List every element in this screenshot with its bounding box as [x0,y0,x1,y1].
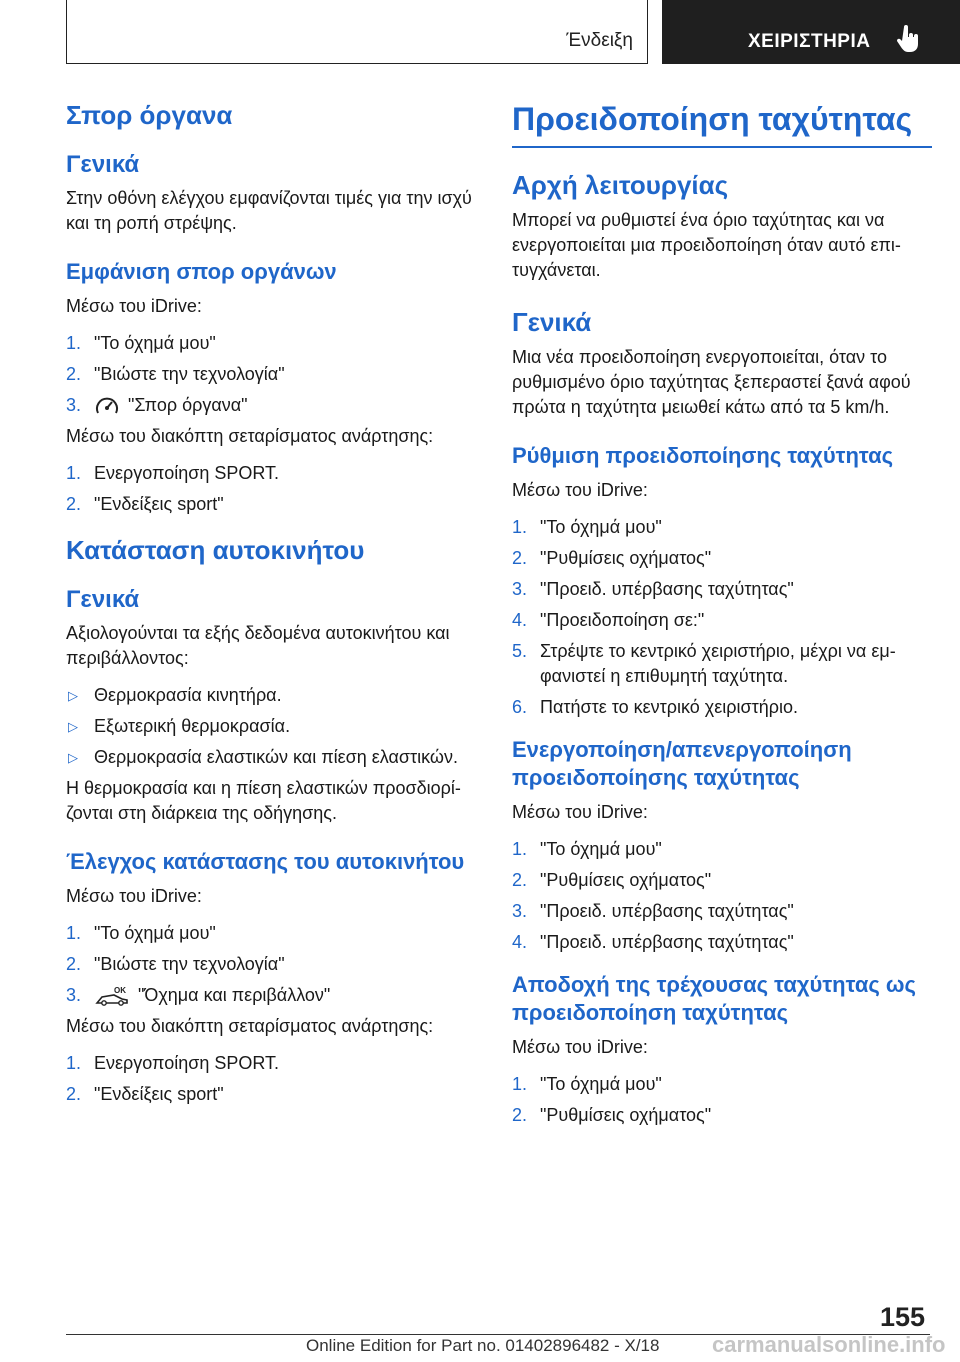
accept-steps-list [512,1072,932,1128]
check-status-heading: Έλεγχος κατάστασης του αυτοκινήτου [66,849,465,874]
status-general-heading: Γενικά [66,586,140,613]
status-bullets-list [66,683,478,770]
list-item: 2. "Ρυθμίσεις οχήματος" [512,1105,712,1125]
list-item: 6. Πατήστε το κεντρικό χειριστήριο. [512,697,798,717]
list-item: ▷ Θερμοκρασία κινητήρα. [66,683,478,708]
list-item: 3. "Προειδ. υπέρβασης ταχύτητας" [512,579,794,599]
setting-via-text: Μέσω του iDrive: [512,480,648,500]
list-item: 1. "Το όχημά μου" [512,1074,662,1094]
header-chapter-label: ΧΕΙΡΙΣΤΗΡΙΑ [748,31,871,52]
accept-via-text: Μέσω του iDrive: [512,1037,648,1057]
status-general-text: Αξιολογούνται τα εξής δεδομένα αυτοκινήτου και περιβάλλοντος: [66,623,450,668]
list-item: 1. "Το όχημά μου" [66,333,216,353]
header-section-box [66,0,648,64]
triangle-bullet-icon: ▷ [68,688,78,703]
triangle-bullet-icon: ▷ [68,750,78,765]
general-heading: Γενικά [66,151,140,178]
svg-text:OK: OK [114,986,126,996]
via-switch-text: Μέσω του διακόπτη σεταρίσματος ανάρτησης: [66,426,434,446]
idrive-steps-list [66,331,478,418]
accept-heading: Αποδοχή της τρέχουσας ταχύτητας ως προειδοποίηση ταχύτητας [512,972,916,1025]
list-item: 2. "Βιώστε την τεχνολογία" [66,364,285,384]
status-note: Η θερμοκρασία και η πίεση ελαστικών προσδιορίζονται στη διάρκεια της οδήγησης. [66,778,461,823]
toggle-steps-list [512,837,932,955]
hand-pointer-icon [896,24,922,54]
check-switch-steps-list [66,1051,478,1107]
list-item: 2. "Ρυθμίσεις οχήματος" [512,548,712,568]
check-via-idrive-text: Μέσω του iDrive: [66,886,202,906]
car-ok-icon [94,985,130,1007]
list-item: 2. "Ενδείξεις sport" [66,1084,224,1104]
general-text: Στην οθόνη ελέγχου εμφανίζονται τιμές για την ισχύ και τη ροπή στρέψης. [66,188,472,233]
list-item: 2. "Ρυθμίσεις οχήματος" [512,870,712,890]
via-idrive-text: Μέσω του iDrive: [66,296,202,316]
setting-heading: Ρύθμιση προειδοποίησης ταχύτητας [512,443,894,468]
list-item: 3. OK "Όχημα και περιβάλλον" [66,983,478,1008]
list-item: 1. Ενεργοποίηση SPORT. [66,463,280,483]
switch-steps-list [66,461,478,517]
header-chapter-tab [662,0,960,64]
check-idrive-steps-list [66,921,478,1008]
toggle-heading: Ενεργοποίηση/απενεργοποίηση προειδοποίησης ταχύτητας [512,737,852,790]
principle-heading: Αρχή λειτουργίας [512,170,729,200]
vehicle-status-title: Κατάσταση αυτοκινήτου [66,535,365,565]
list-item: 3. "Προειδ. υπέρβασης ταχύτητας" [512,901,794,921]
watermark: carmanualsonline.info [712,1332,946,1357]
list-item: 2. "Ενδείξεις sport" [66,494,224,514]
display-heading: Εμφάνιση σπορ οργάνων [66,259,337,284]
list-item: 5. Στρέψτε το κεντρικό χειριστήριο, μέχρι να εμφανιστεί η επιθυμητή ταχύτητα. [512,641,896,686]
list-item: 4. "Προειδοποίηση σε:" [512,610,705,630]
principle-text: Μπορεί να ρυθμιστεί ένα όριο ταχύτητας και να ενεργοποιείται μια προειδοποίηση όταν αυτό επιτυγχάνεται. [512,210,901,280]
triangle-bullet-icon: ▷ [68,719,78,734]
list-item: 1. "Το όχημά μου" [512,517,662,537]
setting-steps-list [512,515,932,720]
list-item: ▷ Εξωτερική θερμοκρασία. [66,714,478,739]
list-item: 1. "Το όχημά μου" [66,923,216,943]
speed-warning-title: Προειδοποίηση ταχύτητας [512,98,932,148]
list-item: 3. "Σπορ όργανα" [66,395,248,415]
list-item: 4. "Προειδ. υπέρβασης ταχύτητας" [512,932,794,952]
page-number: 155 [880,1302,926,1332]
toggle-via-text: Μέσω του iDrive: [512,802,648,822]
right-column [512,98,932,1134]
right-general-heading: Γενικά [512,307,592,337]
sport-instruments-title: Σπορ όργανα [66,100,233,130]
right-general-text: Μια νέα προειδοποίηση ενεργοποιείται, όταν το ρυθμισμένο όριο ταχύτητας ξεπεραστεί ξανά αφού πρώτα η ταχύτητα μειωθεί κάτω από τα 5 km/h. [512,347,911,417]
header-section-label: Ένδειξη [566,30,633,51]
list-item: 1. Ενεργοποίηση SPORT. [66,1053,280,1073]
left-column [66,98,478,1113]
check-via-switch-text: Μέσω του διακόπτη σεταρίσματος ανάρτησης: [66,1016,434,1036]
list-item: 2. "Βιώστε την τεχνολογία" [66,954,285,974]
footer-edition: Online Edition for Part no. 01402896482 - X/18 [306,1336,660,1355]
gauge-icon [94,396,120,416]
list-item: ▷ Θερμοκρασία ελαστικών και πίεση ελαστικών. [66,745,478,770]
list-item: 1. "Το όχημά μου" [512,839,662,859]
